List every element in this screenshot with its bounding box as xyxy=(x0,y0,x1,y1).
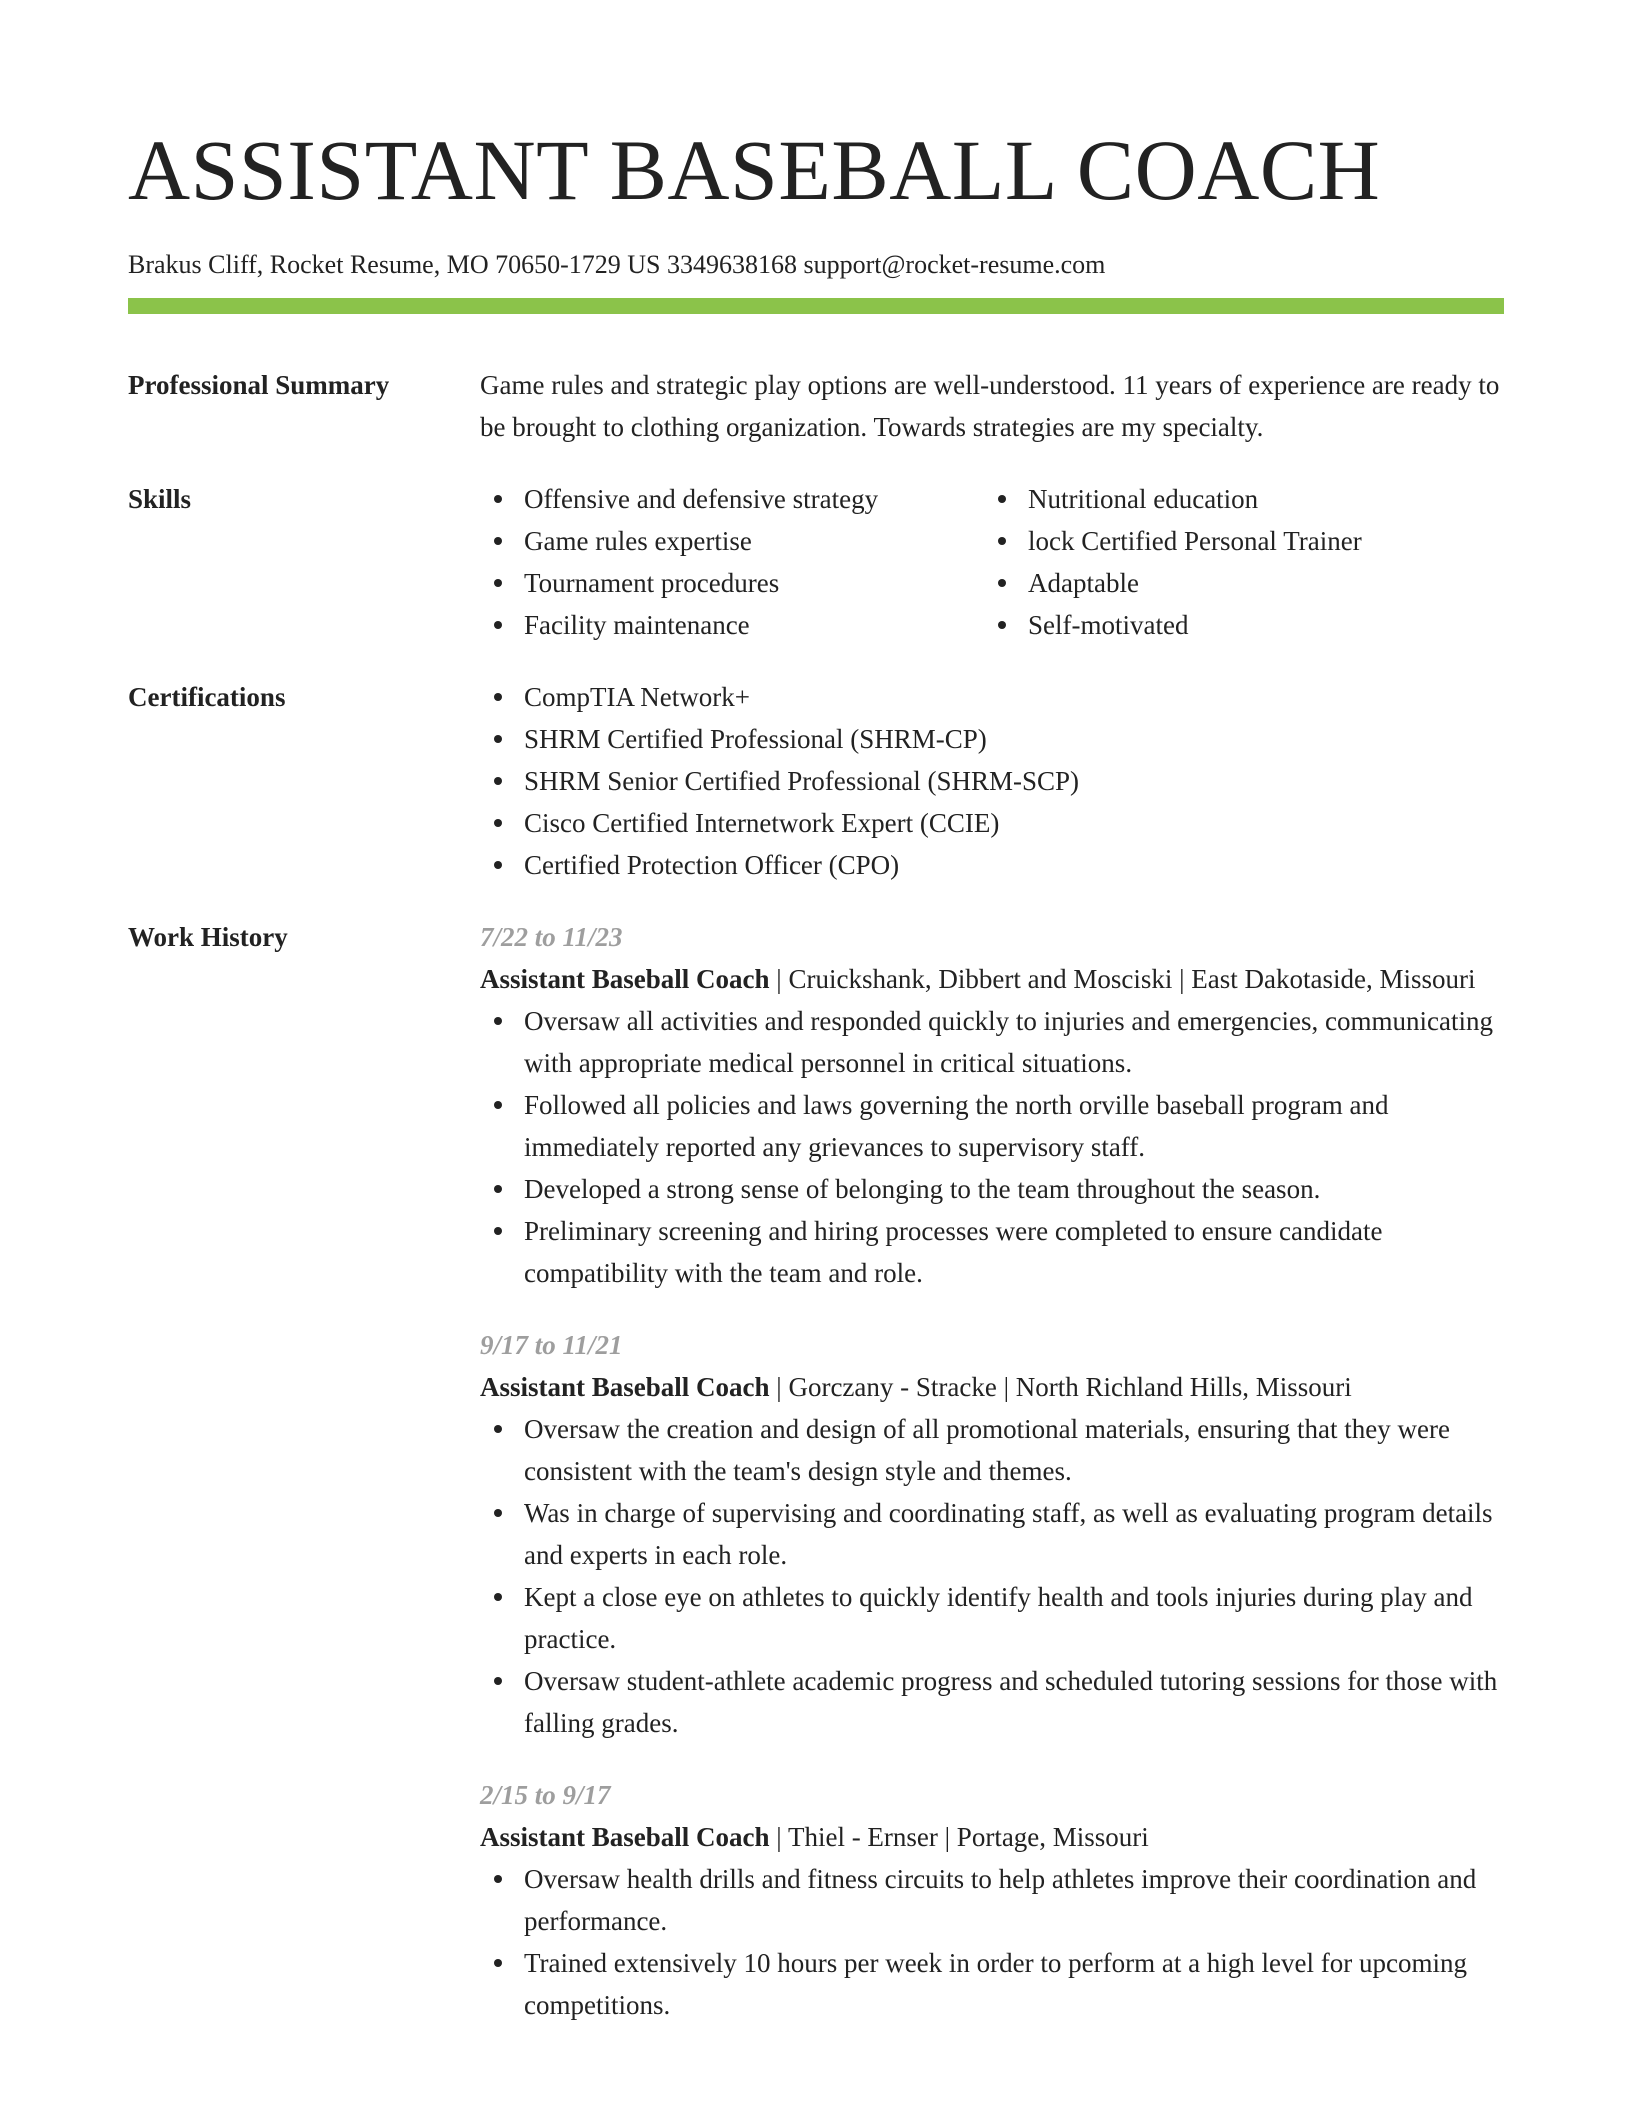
certification-item: SHRM Certified Professional (SHRM-CP) xyxy=(480,718,1504,760)
job-dates: 9/17 to 11/21 xyxy=(480,1330,623,1360)
skills-section xyxy=(128,478,1504,646)
skill-item: Adaptable xyxy=(984,562,1488,604)
job-bullet-list xyxy=(480,1858,1504,2026)
job-employer-location: | Gorczany - Stracke | North Richland Hills, Missouri xyxy=(769,1372,1352,1402)
work-history-section xyxy=(128,916,1504,2026)
certification-item: Certified Protection Officer (CPO) xyxy=(480,844,1504,886)
summary-heading: Professional Summary xyxy=(128,370,390,400)
skill-item: lock Certified Personal Trainer xyxy=(984,520,1488,562)
certification-item: SHRM Senior Certified Professional (SHRM-SCP) xyxy=(480,760,1504,802)
skill-item: Tournament procedures xyxy=(480,562,984,604)
job-heading xyxy=(480,1816,1504,1858)
job-title: Assistant Baseball Coach xyxy=(480,1372,770,1402)
job-bullet: Oversaw student-athlete academic progress and scheduled tutoring sessions for those with falling grades. xyxy=(480,1660,1504,1744)
job-bullet: Oversaw the creation and design of all promotional materials, ensuring that they were consistent with the team's design style and themes. xyxy=(480,1408,1504,1492)
skill-item: Facility maintenance xyxy=(480,604,984,646)
certification-item: CompTIA Network+ xyxy=(480,676,1504,718)
job-entry xyxy=(480,916,1504,1294)
job-bullet-list xyxy=(480,1408,1504,1744)
skills-list-left xyxy=(480,478,984,646)
job-bullet: Trained extensively 10 hours per week in order to perform at a high level for upcoming competitions. xyxy=(480,1942,1504,2026)
certifications-list xyxy=(480,676,1504,886)
work-history-body xyxy=(480,916,1504,2026)
summary-text: Game rules and strategic play options are well-understood. 11 years of experience are ready to be brought to clothing organization. Towards strategies are my specialty. xyxy=(480,370,1500,442)
job-employer-location: | Thiel - Ernser | Portage, Missouri xyxy=(769,1822,1149,1852)
accent-divider xyxy=(128,298,1504,314)
skills-columns xyxy=(480,478,1504,646)
contact-info: Brakus Cliff, Rocket Resume, MO 70650-1729 US 3349638168 support@rocket-resume.com xyxy=(128,250,1106,279)
skill-item: Offensive and defensive strategy xyxy=(480,478,984,520)
skill-item: Game rules expertise xyxy=(480,520,984,562)
job-entry xyxy=(480,1774,1504,2026)
skill-item: Self-motivated xyxy=(984,604,1488,646)
certifications-body xyxy=(480,676,1504,886)
job-bullet: Was in charge of supervising and coordinating staff, as well as evaluating program details and experts in each role. xyxy=(480,1492,1504,1576)
job-title: Assistant Baseball Coach xyxy=(480,964,770,994)
job-title: Assistant Baseball Coach xyxy=(480,1822,770,1852)
skill-item: Nutritional education xyxy=(984,478,1488,520)
work-history-heading: Work History xyxy=(128,922,288,952)
skills-heading: Skills xyxy=(128,484,192,514)
job-dates: 2/15 to 9/17 xyxy=(480,1780,611,1810)
job-dates: 7/22 to 11/23 xyxy=(480,922,623,952)
certifications-section xyxy=(128,676,1504,886)
resume-title: ASSISTANT BASEBALL COACH xyxy=(128,122,1381,218)
job-bullet: Kept a close eye on athletes to quickly identify health and tools injuries during play and practice. xyxy=(480,1576,1504,1660)
job-bullet: Oversaw all activities and responded quickly to injuries and emergencies, communicating with appropriate medical personnel in critical situations. xyxy=(480,1000,1504,1084)
job-entry xyxy=(480,1324,1504,1744)
certification-item: Cisco Certified Internetwork Expert (CCIE) xyxy=(480,802,1504,844)
skills-body xyxy=(480,478,1504,646)
job-employer-location: | Cruickshank, Dibbert and Mosciski | East Dakotaside, Missouri xyxy=(769,964,1476,994)
summary-section xyxy=(128,364,1504,448)
job-bullet-list xyxy=(480,1000,1504,1294)
certifications-heading: Certifications xyxy=(128,682,286,712)
job-bullet: Developed a strong sense of belonging to the team throughout the season. xyxy=(480,1168,1504,1210)
job-bullet: Oversaw health drills and fitness circuits to help athletes improve their coordination and performance. xyxy=(480,1858,1504,1942)
job-bullet: Preliminary screening and hiring processes were completed to ensure candidate compatibility with the team and role. xyxy=(480,1210,1504,1294)
skills-list-right xyxy=(984,478,1488,646)
job-heading xyxy=(480,958,1504,1000)
job-bullet: Followed all policies and laws governing the north orville baseball program and immediately reported any grievances to supervisory staff. xyxy=(480,1084,1504,1168)
job-heading xyxy=(480,1366,1504,1408)
